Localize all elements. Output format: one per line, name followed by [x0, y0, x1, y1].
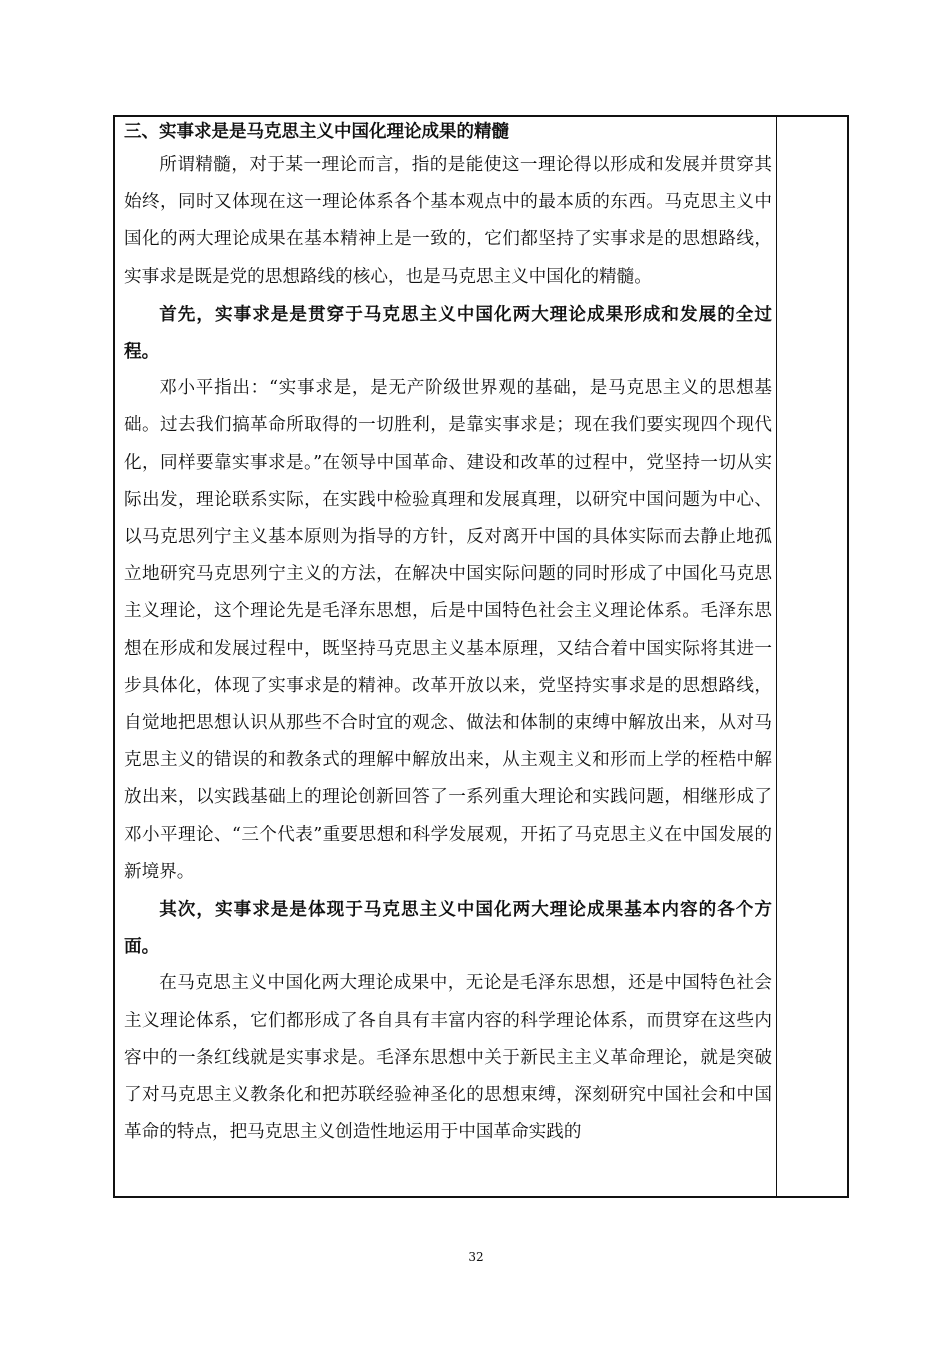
paragraph-content: 在马克思主义中国化两大理论成果中，无论是毛泽东思想，还是中国特色社会主义理论体系，它们都形成了各自具有丰富内容的科学理论体系，而贯穿在这些内容中的一条红线就是实事求是。毛泽东思想中关于新民主主义革命理论，就是突破了对马克思主义教条化和把苏联经验神圣化的思想束缚，深刻研究中国社会和中国革命的特点，把马克思主义创造性地运用于中国革命实践的: [124, 973, 772, 1143]
paragraph-deng-quote: 邓小平指出：“实事求是，是无产阶级世界观的基础，是马克思主义的思想基础。过去我们搞革命所取得的一切胜利，是靠实事求是；现在我们要实现四个现代化，同样要靠实事求是。”在领导中国革命、建设和改革的过程中，党坚持一切从实际出发，理论联系实际，在实践中检验真理和发展真理，以研究中国问题为中心、以马克思列宁主义基本原则为指导的方针，反对离开中国的具体实际而去静止地孤立地研究马克思列宁主义的方法，在解决中国实际问题的同时形成了中国化马克思主义理论，这个理论先是毛泽东思想，后是中国特色社会主义理论体系。毛泽东思想在形成和发展过程中，既坚持马克思主义基本原理，又结合着中国实际将其进一步具体化，体现了实事求是的精神。改革开放以来，党坚持实事求是的思想路线，自觉地把思想认识从那些不合时宜的观念、做法和体制的束缚中解放出来，从对马克思主义的错误的和教条式的理解中解放出来，从主观主义和形而上学的桎梏中解放出来，以实践基础上的理论创新回答了一系列重大理论和实践问题，相继形成了邓小平理论、“三个代表”重要思想和科学发展观，开拓了马克思主义在中国发展的新境界。: [124, 378, 772, 882]
content-table: [113, 115, 849, 1198]
page-number: 32: [468, 1250, 484, 1264]
paragraph-first-point: 首先，实事求是是贯穿于马克思主义中国化两大理论成果形成和发展的全过程。: [124, 303, 772, 363]
paragraph-second-point: 其次，实事求是是体现于马克思主义中国化两大理论成果基本内容的各个方面。: [124, 899, 772, 958]
side-empty-cell: [777, 117, 847, 1196]
section-heading: 三、实事求是是马克思主义中国化理论成果的精髓: [124, 122, 509, 142]
main-content-cell: [115, 117, 777, 1196]
paragraph-definition: 所谓精髓，对于某一理论而言，指的是能使这一理论得以形成和发展并贯穿其始终，同时又体现在这一理论体系各个基本观点中的最本质的东西。马克思主义中国化的两大理论成果在基本精神上是一致的，它们都坚持了实事求是的思想路线，实事求是既是党的思想路线的核心，也是马克思主义中国化的精髓。: [124, 155, 772, 287]
